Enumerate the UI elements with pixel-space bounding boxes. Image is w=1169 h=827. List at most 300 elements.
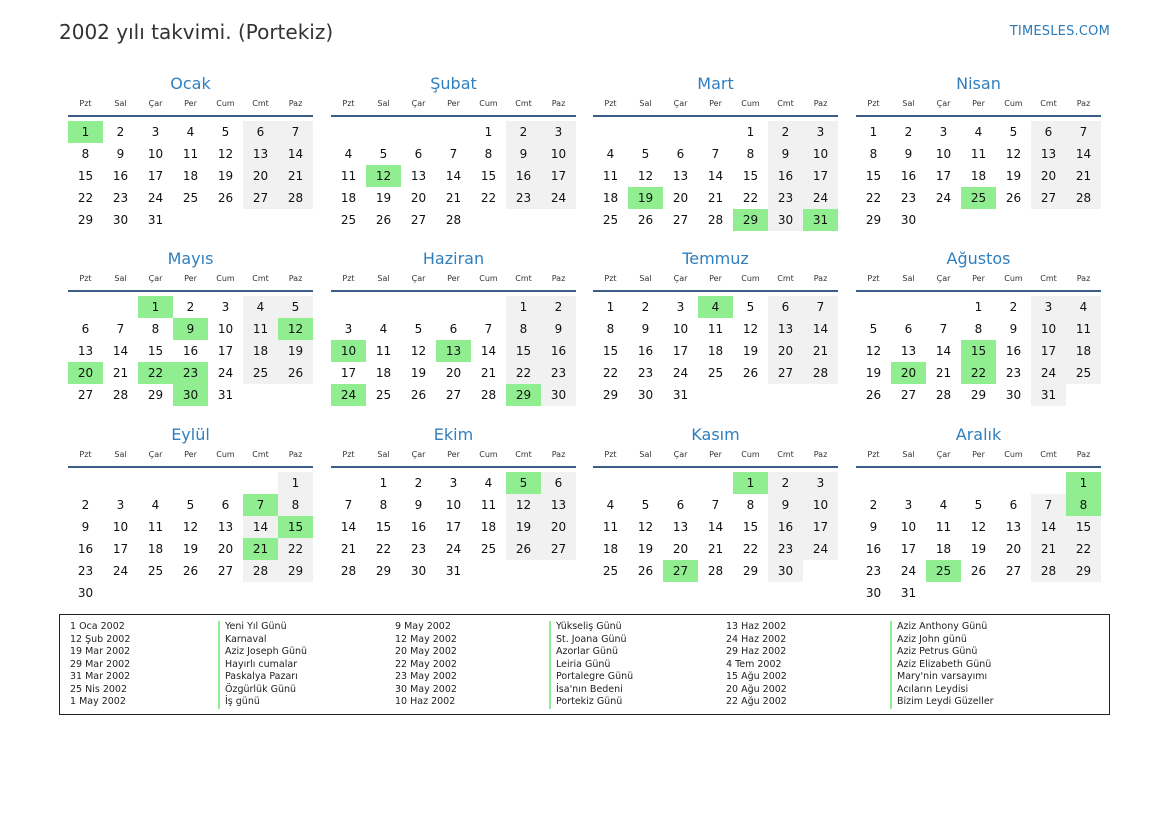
day-grid (593, 472, 838, 582)
day-cell: 28 (243, 560, 278, 582)
header-divider (593, 115, 838, 117)
month-name: Mayıs (167, 249, 214, 268)
day-cell: 25 (147, 564, 164, 578)
day-cell: 3 (541, 121, 576, 143)
weekday-label: Çar (148, 99, 163, 108)
header-divider (856, 115, 1101, 117)
weekday-label: Per (184, 274, 197, 283)
day-cell: 4 (379, 322, 388, 336)
day-cell: 16 (410, 520, 427, 534)
day-cell: 14 (278, 143, 313, 165)
holiday-day: 5 (506, 472, 541, 494)
site-link[interactable]: TIMESLES.COM (1009, 24, 1110, 39)
day-cell: 11 (707, 322, 724, 336)
day-cell: 1 (484, 125, 493, 139)
day-cell: 18 (602, 191, 619, 205)
weekday-label: Cmt (1040, 99, 1057, 108)
legend-holiday-name: Özgürlük Günü (225, 683, 297, 695)
weekday-label: Cum (216, 450, 235, 459)
weekday-label: Çar (936, 274, 951, 283)
day-cell: 23 (768, 538, 803, 560)
weekday-label: Pzt (342, 450, 355, 459)
weekday-label: Per (184, 450, 197, 459)
day-cell: 10 (935, 147, 952, 161)
day-cell: 2 (506, 121, 541, 143)
day-cell: 17 (112, 542, 129, 556)
weekday-label: Cmt (252, 99, 269, 108)
weekday-label: Sal (377, 450, 390, 459)
day-cell: 10 (1031, 318, 1066, 340)
day-grid (856, 121, 1101, 231)
day-grid (331, 296, 576, 406)
legend-date: 9 May 2002 (395, 621, 451, 632)
weekday-label: Pzt (342, 99, 355, 108)
day-grid (593, 121, 838, 231)
day-cell: 10 (672, 322, 689, 336)
month-calendar (593, 249, 838, 406)
day-cell: 13 (77, 344, 94, 358)
holiday-day: 1 (138, 296, 173, 318)
day-cell: 14 (340, 520, 357, 534)
day-cell: 22 (77, 191, 94, 205)
day-cell: 14 (935, 344, 952, 358)
holiday-day: 1 (733, 472, 768, 494)
day-cell: 8 (379, 498, 388, 512)
day-cell: 5 (746, 300, 755, 314)
day-cell: 11 (935, 520, 952, 534)
day-cell: 21 (1066, 165, 1101, 187)
weekday-label: Cum (1004, 99, 1023, 108)
day-cell: 6 (1031, 121, 1066, 143)
day-cell: 15 (506, 340, 541, 362)
day-cell: 7 (116, 322, 125, 336)
day-cell: 4 (186, 125, 195, 139)
day-cell: 1 (974, 300, 983, 314)
day-cell: 2 (641, 300, 650, 314)
day-cell: 22 (602, 366, 619, 380)
weekday-label: Cum (741, 450, 760, 459)
day-cell: 6 (449, 322, 458, 336)
empty-cell (103, 296, 138, 318)
day-cell: 10 (112, 520, 129, 534)
day-cell: 7 (1031, 494, 1066, 516)
weekday-label: Paz (1076, 274, 1091, 283)
empty-cell (926, 472, 961, 494)
holiday-day: 15 (278, 516, 313, 538)
day-cell: 29 (602, 388, 619, 402)
day-cell: 23 (77, 564, 94, 578)
day-cell: 15 (602, 344, 619, 358)
empty-cell (628, 121, 663, 143)
day-cell: 7 (484, 322, 493, 336)
day-cell: 23 (768, 187, 803, 209)
empty-cell (856, 296, 891, 318)
weekday-label: Cmt (252, 274, 269, 283)
day-cell: 26 (375, 213, 392, 227)
legend-date: 10 Haz 2002 (395, 696, 456, 707)
day-cell: 24 (803, 538, 838, 560)
day-cell: 12 (637, 520, 654, 534)
day-cell: 24 (541, 187, 576, 209)
day-cell: 31 (445, 564, 462, 578)
day-cell: 5 (641, 147, 650, 161)
day-cell: 28 (480, 388, 497, 402)
day-cell: 2 (768, 472, 803, 494)
day-cell: 10 (900, 520, 917, 534)
weekday-header (331, 448, 576, 462)
day-cell: 10 (541, 143, 576, 165)
legend-dates-col-3 (726, 621, 787, 709)
day-cell: 24 (445, 542, 462, 556)
day-cell: 23 (637, 366, 654, 380)
header-divider (593, 466, 838, 468)
header-divider (68, 290, 313, 292)
legend-date: 24 Haz 2002 (726, 633, 787, 645)
day-cell: 10 (803, 143, 838, 165)
day-cell: 12 (217, 147, 234, 161)
day-cell: 19 (1005, 169, 1022, 183)
day-cell: 24 (217, 366, 234, 380)
day-cell: 25 (340, 213, 357, 227)
month-name: Ocak (170, 74, 211, 93)
day-cell: 28 (278, 187, 313, 209)
legend-holiday-name: İsa'nın Bedeni (556, 683, 623, 695)
day-cell: 7 (1066, 121, 1101, 143)
header-divider (593, 290, 838, 292)
day-cell: 16 (77, 542, 94, 556)
day-cell: 21 (445, 191, 462, 205)
day-grid (331, 472, 576, 582)
month-calendar (856, 74, 1101, 231)
page-title: 2002 yılı takvimi. (Portekiz) (59, 20, 334, 44)
month-name: Kasım (691, 425, 740, 444)
day-cell: 13 (410, 169, 427, 183)
day-cell: 18 (243, 340, 278, 362)
day-cell: 12 (742, 322, 759, 336)
day-cell: 22 (506, 362, 541, 384)
weekday-label: Cmt (777, 99, 794, 108)
day-cell: 20 (445, 366, 462, 380)
weekday-label: Paz (551, 99, 566, 108)
weekday-label: Sal (377, 99, 390, 108)
day-cell: 4 (939, 498, 948, 512)
day-cell: 18 (340, 191, 357, 205)
day-cell: 25 (243, 362, 278, 384)
holiday-day: 4 (698, 296, 733, 318)
day-cell: 7 (803, 296, 838, 318)
day-cell: 1 (278, 472, 313, 494)
legend-date: 12 May 2002 (395, 633, 457, 645)
weekday-label: Paz (551, 450, 566, 459)
legend-date: 22 May 2002 (395, 658, 457, 670)
weekday-label: Pzt (604, 450, 617, 459)
empty-cell (436, 121, 471, 143)
day-cell: 30 (768, 209, 803, 231)
empty-cell (593, 472, 628, 494)
day-cell: 27 (77, 388, 94, 402)
day-cell: 28 (1066, 187, 1101, 209)
day-cell: 7 (711, 498, 720, 512)
weekday-label: Çar (411, 450, 426, 459)
day-cell: 21 (112, 366, 129, 380)
day-cell: 11 (243, 318, 278, 340)
day-cell: 8 (484, 147, 493, 161)
month-name: Ağustos (946, 249, 1011, 268)
day-cell: 24 (672, 366, 689, 380)
header-divider (856, 466, 1101, 468)
day-cell: 19 (182, 542, 199, 556)
legend-holiday-name: Karnaval (225, 633, 267, 645)
weekday-label: Per (972, 99, 985, 108)
empty-cell (471, 296, 506, 318)
day-cell: 25 (375, 388, 392, 402)
weekday-label: Cum (1004, 274, 1023, 283)
empty-cell (663, 121, 698, 143)
legend-dates-col-2 (395, 621, 457, 709)
month-name: Nisan (956, 74, 1001, 93)
day-cell: 30 (768, 560, 803, 582)
day-cell: 27 (768, 362, 803, 384)
day-cell: 14 (707, 169, 724, 183)
day-cell: 2 (904, 125, 913, 139)
day-cell: 14 (445, 169, 462, 183)
month-calendar (856, 425, 1101, 604)
day-cell: 26 (410, 388, 427, 402)
day-cell: 16 (865, 542, 882, 556)
day-cell: 3 (676, 300, 685, 314)
day-cell: 21 (707, 191, 724, 205)
day-cell: 22 (865, 191, 882, 205)
day-cell: 21 (278, 165, 313, 187)
holiday-day: 22 (138, 362, 173, 384)
weekday-label: Cum (741, 274, 760, 283)
day-cell: 10 (803, 494, 838, 516)
day-cell: 24 (112, 564, 129, 578)
header-divider (331, 466, 576, 468)
day-cell: 20 (243, 165, 278, 187)
holiday-day: 25 (961, 187, 996, 209)
empty-cell (1031, 472, 1066, 494)
day-cell: 28 (445, 213, 462, 227)
day-cell: 12 (1005, 147, 1022, 161)
day-cell: 18 (480, 520, 497, 534)
holiday-day: 12 (366, 165, 401, 187)
day-cell: 4 (606, 147, 615, 161)
weekday-label: Paz (813, 99, 828, 108)
day-cell: 11 (480, 498, 497, 512)
day-cell: 20 (410, 191, 427, 205)
day-cell: 14 (803, 318, 838, 340)
day-cell: 13 (768, 318, 803, 340)
day-cell: 12 (970, 520, 987, 534)
day-cell: 15 (865, 169, 882, 183)
day-cell: 24 (803, 187, 838, 209)
day-cell: 14 (1066, 143, 1101, 165)
day-cell: 3 (344, 322, 353, 336)
weekday-header (331, 97, 576, 111)
weekday-label: Cmt (515, 450, 532, 459)
day-cell: 26 (506, 538, 541, 560)
day-cell: 31 (672, 388, 689, 402)
holiday-day: 15 (961, 340, 996, 362)
day-cell: 11 (375, 344, 392, 358)
day-cell: 31 (900, 586, 917, 600)
legend-names-col-2 (549, 621, 633, 709)
holiday-day: 31 (803, 209, 838, 231)
day-grid (68, 121, 313, 231)
month-calendar (68, 74, 313, 231)
day-cell: 12 (182, 520, 199, 534)
day-cell: 17 (445, 520, 462, 534)
day-cell: 18 (970, 169, 987, 183)
legend-date: 31 Mar 2002 (70, 671, 131, 682)
day-grid (593, 296, 838, 406)
legend-names-col-1 (218, 621, 307, 709)
legend-date: 1 Oca 2002 (70, 621, 125, 632)
holiday-day: 24 (331, 384, 366, 406)
day-cell: 24 (935, 191, 952, 205)
day-cell: 6 (81, 322, 90, 336)
day-cell: 22 (480, 191, 497, 205)
empty-cell (68, 472, 103, 494)
day-cell: 16 (541, 340, 576, 362)
day-cell: 16 (768, 165, 803, 187)
empty-cell (68, 296, 103, 318)
legend-date: 4 Tem 2002 (726, 658, 782, 670)
day-cell: 20 (672, 191, 689, 205)
day-cell: 1 (606, 300, 615, 314)
holiday-day: 13 (436, 340, 471, 362)
day-cell: 17 (935, 169, 952, 183)
day-cell: 3 (449, 476, 458, 490)
day-cell: 26 (182, 564, 199, 578)
weekday-label: Sal (114, 450, 127, 459)
day-cell: 23 (1005, 366, 1022, 380)
day-cell: 3 (116, 498, 125, 512)
day-cell: 28 (1031, 560, 1066, 582)
day-cell: 2 (81, 498, 90, 512)
empty-cell (138, 472, 173, 494)
day-cell: 2 (768, 121, 803, 143)
day-cell: 8 (974, 322, 983, 336)
holiday-day: 1 (68, 121, 103, 143)
day-grid (856, 296, 1101, 406)
day-cell: 19 (375, 191, 392, 205)
weekday-label: Cum (479, 274, 498, 283)
day-cell: 15 (480, 169, 497, 183)
weekday-label: Sal (902, 274, 915, 283)
legend-date: 20 May 2002 (395, 646, 457, 657)
day-cell: 19 (865, 366, 882, 380)
legend-date: 12 Şub 2002 (70, 633, 131, 645)
day-cell: 6 (768, 296, 803, 318)
weekday-header (856, 97, 1101, 111)
day-cell: 12 (506, 494, 541, 516)
month-name: Temmuz (682, 249, 749, 268)
day-cell: 28 (935, 388, 952, 402)
day-cell: 22 (375, 542, 392, 556)
day-cell: 8 (81, 147, 90, 161)
day-cell: 30 (112, 213, 129, 227)
day-cell: 8 (746, 147, 755, 161)
day-cell: 8 (606, 322, 615, 336)
weekday-label: Pzt (79, 450, 92, 459)
day-cell: 19 (970, 542, 987, 556)
day-cell: 5 (641, 498, 650, 512)
day-cell: 21 (340, 542, 357, 556)
empty-cell (593, 121, 628, 143)
day-cell: 5 (1009, 125, 1018, 139)
day-cell: 18 (602, 542, 619, 556)
day-cell: 17 (541, 165, 576, 187)
legend-date: 1 May 2002 (70, 696, 126, 707)
legend-holiday-name: İş günü (225, 696, 260, 707)
legend-date: 15 Ağu 2002 (726, 671, 787, 682)
holiday-day: 20 (891, 362, 926, 384)
weekday-label: Paz (551, 274, 566, 283)
month-name: Mart (697, 74, 734, 93)
weekday-header (593, 272, 838, 286)
day-cell: 9 (768, 143, 803, 165)
weekday-label: Cum (1004, 450, 1023, 459)
day-cell: 25 (182, 191, 199, 205)
day-cell: 1 (869, 125, 878, 139)
day-cell: 9 (506, 143, 541, 165)
day-cell: 17 (340, 366, 357, 380)
weekday-header (856, 448, 1101, 462)
day-cell: 29 (1066, 560, 1101, 582)
day-cell: 26 (865, 388, 882, 402)
day-cell: 12 (637, 169, 654, 183)
holiday-day: 25 (926, 560, 961, 582)
weekday-header (68, 448, 313, 462)
day-cell: 3 (221, 300, 230, 314)
weekday-label: Çar (148, 450, 163, 459)
day-cell: 13 (1005, 520, 1022, 534)
weekday-header (593, 448, 838, 462)
day-cell: 16 (506, 165, 541, 187)
legend-date: 25 Nis 2002 (70, 683, 127, 695)
holiday-legend (59, 614, 1110, 715)
weekday-label: Çar (936, 99, 951, 108)
day-cell: 30 (1005, 388, 1022, 402)
day-cell: 9 (869, 520, 878, 534)
weekday-label: Cum (216, 274, 235, 283)
day-cell: 6 (676, 498, 685, 512)
weekday-label: Per (447, 274, 460, 283)
day-cell: 4 (484, 476, 493, 490)
day-cell: 7 (939, 322, 948, 336)
day-cell: 28 (340, 564, 357, 578)
day-cell: 9 (116, 147, 125, 161)
empty-cell (173, 472, 208, 494)
legend-holiday-name: Aziz Anthony Günü (897, 621, 988, 632)
day-cell: 27 (445, 388, 462, 402)
day-cell: 17 (803, 516, 838, 538)
day-cell: 14 (243, 516, 278, 538)
day-cell: 25 (1066, 362, 1101, 384)
day-cell: 18 (1066, 340, 1101, 362)
header-divider (331, 115, 576, 117)
day-cell: 14 (707, 520, 724, 534)
day-cell: 22 (1066, 538, 1101, 560)
day-cell: 11 (970, 147, 987, 161)
day-cell: 19 (742, 344, 759, 358)
day-cell: 20 (541, 516, 576, 538)
day-cell: 2 (414, 476, 423, 490)
day-cell: 23 (900, 191, 917, 205)
weekday-label: Sal (902, 450, 915, 459)
